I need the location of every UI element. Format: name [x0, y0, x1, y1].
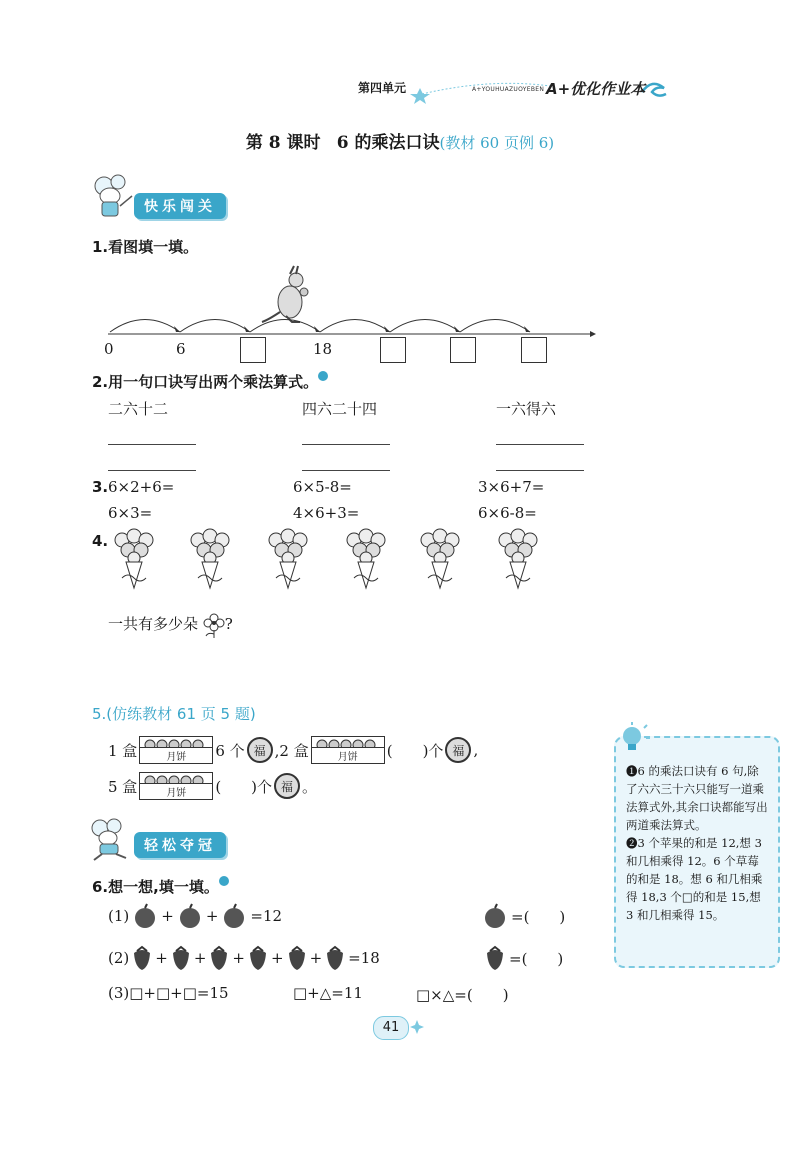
- mouse-conductor-icon: [90, 172, 134, 222]
- strawberry-icon: [131, 945, 153, 971]
- q4-question: 一共有多少朵 ?: [108, 612, 233, 638]
- note-marker-2: [219, 876, 229, 886]
- equation: 6×3=: [108, 504, 153, 522]
- bouquet-icon: [421, 529, 459, 588]
- apple-icon: [177, 903, 203, 929]
- apple-icon: [221, 903, 247, 929]
- strawberry-icon: [247, 945, 269, 971]
- rhyme-2: 四六二十四: [302, 400, 378, 418]
- q5-row-1: 1 盒 月饼 6 个 福 ,2 盒 月饼 ( )个 福 ,: [108, 736, 478, 764]
- answer-blank[interactable]: ( )个: [386, 741, 444, 760]
- fu-coin-icon: 福: [445, 737, 471, 763]
- kangaroo-icon: [262, 266, 308, 322]
- note-marker-1: [318, 371, 328, 381]
- q6-problem-3a: (3)□+□+□=15: [108, 984, 229, 1002]
- q6-problem-3b: □+△=11: [293, 984, 363, 1002]
- apple-icon: [482, 903, 508, 929]
- rhyme-1: 二六十二: [108, 400, 169, 418]
- answer-box[interactable]: [380, 337, 406, 363]
- mooncake-box-icon: 月饼: [139, 772, 213, 800]
- answer-blank[interactable]: =( ): [509, 949, 564, 968]
- hint-panel: [614, 736, 780, 968]
- answer-line[interactable]: [302, 444, 390, 445]
- q4-number: 4.: [92, 532, 109, 550]
- brand-pinyin: A+YOUHUAZUOYEBEN: [472, 86, 545, 93]
- apple-icon: [132, 903, 158, 929]
- q6-problem-1: (1) + + =12: [108, 903, 282, 929]
- number-line-label-18: 18: [313, 340, 333, 358]
- equation: 4×6+3=: [293, 504, 360, 522]
- bouquet-icon: [115, 529, 153, 588]
- answer-blank[interactable]: ( )个: [215, 777, 273, 796]
- textbook-reference: (教材 60 页例 6): [439, 134, 555, 152]
- equation: 6×2+6=: [108, 478, 175, 496]
- q6-title: 6.想一想,填一填。: [92, 876, 229, 897]
- mouse-runner-icon: [88, 816, 134, 862]
- bouquets: [102, 528, 562, 594]
- section-banner-easy: 轻松夺冠: [134, 832, 226, 858]
- answer-line[interactable]: [496, 444, 584, 445]
- page-number: 41: [373, 1016, 409, 1040]
- q2-title: 2.用一句口诀写出两个乘法算式。: [92, 371, 328, 392]
- mooncake-box-icon: 月饼: [139, 736, 213, 764]
- hint-note-2: ❷3 个苹果的和是 12,想 3 和几相乘得 12。6 个草莓的和是 18。想 6 和几相乘得 18,3 个□的和是 15,想 3 和几相乘得 15。: [626, 836, 763, 922]
- brand-title: A+优化作业本: [546, 80, 646, 98]
- equation: 6×6-8=: [478, 504, 537, 522]
- q5-row-2: 5 盒 月饼 ( )个 福 。: [108, 772, 317, 800]
- star-icon: [410, 88, 430, 104]
- strawberry-icon: [484, 945, 506, 971]
- answer-line[interactable]: [108, 444, 196, 445]
- sparkle-icon: [410, 1020, 424, 1034]
- answer-box[interactable]: [521, 337, 547, 363]
- bouquet-icon: [347, 529, 385, 588]
- equation: 3×6+7=: [478, 478, 545, 496]
- rhyme-3: 一六得六: [496, 400, 557, 418]
- answer-line[interactable]: [302, 470, 390, 471]
- strawberry-icon: [170, 945, 192, 971]
- q3-number: 3.: [92, 478, 109, 496]
- answer-blank[interactable]: =( ): [511, 907, 566, 926]
- q6-answer-2: [484, 945, 563, 971]
- strawberry-icon: [286, 945, 308, 971]
- answer-line[interactable]: [108, 470, 196, 471]
- swirl-icon: [642, 84, 666, 96]
- mooncake-box-icon: 月饼: [311, 736, 385, 764]
- q5-title: 5.(仿练教材 61 页 5 题): [92, 705, 256, 723]
- strawberry-icon: [324, 945, 346, 971]
- lightbulb-icon: [618, 722, 652, 756]
- q6-problem-2: (2) + + + + + =18: [108, 945, 380, 971]
- q1-title: 1.看图填一填。: [92, 238, 199, 256]
- bouquet-icon: [191, 529, 229, 588]
- lesson-number: 第 8 课时: [245, 133, 321, 153]
- section-banner-happy: 快乐闯关: [134, 193, 226, 219]
- hint-note-1: ❶6 的乘法口诀有 6 句,除了六六三十六只能写一道乘法算式外,其余口诀都能写出两道乘法算式。: [626, 764, 768, 832]
- strawberry-icon: [208, 945, 230, 971]
- page-title: [0, 128, 800, 153]
- lesson-topic: 6 的乘法口诀: [336, 133, 440, 153]
- fu-coin-icon: 福: [274, 773, 300, 799]
- q6-problem-3c[interactable]: □×△=( ): [416, 986, 509, 1004]
- number-line-label-0: 0: [104, 340, 114, 358]
- flower-icon: [203, 612, 225, 638]
- answer-line[interactable]: [496, 470, 584, 471]
- fu-coin-icon: 福: [247, 737, 273, 763]
- q6-answer-1: [482, 903, 565, 929]
- number-line-label-6: 6: [176, 340, 186, 358]
- unit-label: 第四单元: [358, 81, 407, 95]
- answer-box[interactable]: [450, 337, 476, 363]
- bouquet-icon: [269, 529, 307, 588]
- equation: 6×5-8=: [293, 478, 352, 496]
- answer-box[interactable]: [240, 337, 266, 363]
- bouquet-icon: [499, 529, 537, 588]
